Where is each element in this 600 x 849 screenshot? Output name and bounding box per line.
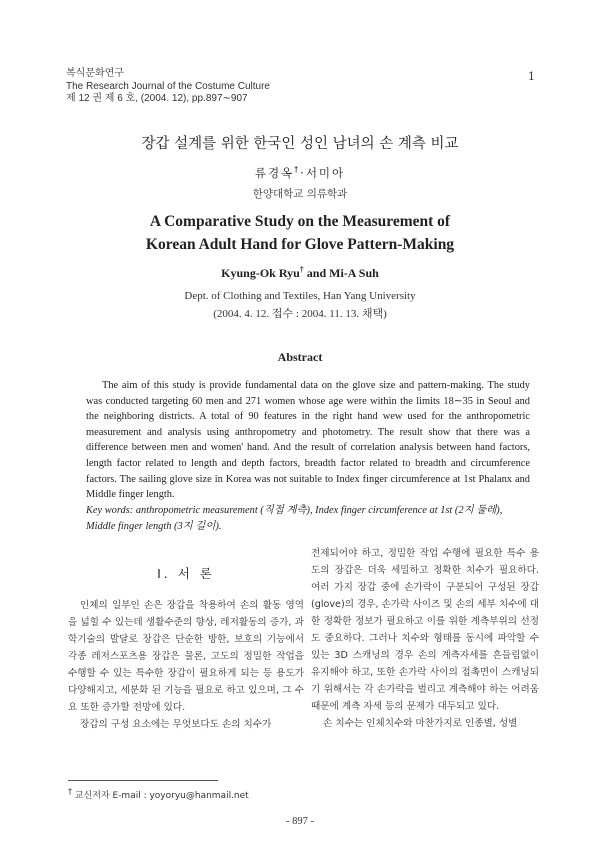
english-authors: Kyung-Ok Ryu† and Mi-A Suh bbox=[221, 265, 379, 280]
page-number-bottom: - 897 - bbox=[286, 816, 314, 827]
korean-title: 장갑 설계를 위한 한국인 성인 남녀의 손 계측 비교 bbox=[141, 136, 459, 152]
section-heading-introduction: Ⅰ. 서 론 bbox=[157, 566, 215, 581]
footnote: † 교신저자 E-mail : yoyoryu@hanmail.net bbox=[68, 787, 249, 801]
journal-issue: 제 12 권 제 6 호, (2004. 12), pp.897∼907 bbox=[66, 93, 248, 104]
paragraph: 인체의 일부인 손은 장갑을 착용하여 손의 활동 영역을 넓힐 수 있는데 생활수준의 향상, 레저활동의 증가, 과학기술의 발달로 장갑은 단순한 방한, 보호의 기능에서 각종 레저스포츠용 장갑은 물론, 고도의 정밀한 작업을 수행할 수 있는 특수한 장갑이 필요하게 되는 등 용도가 다양해지고, 세분화 된 기능을 필요로 하고 있으며, 그 수요 또한 증가할 전망에 있다. bbox=[68, 600, 304, 713]
journal-name-english: The Research Journal of the Costume Culture bbox=[66, 80, 270, 92]
footnote-divider bbox=[68, 780, 218, 781]
english-title: A Comparative Study on the Measurement of Korean Adult Hand for Glove Pattern-Making bbox=[145, 213, 455, 253]
keywords: Key words: anthropometric measurement (직접 계측), Index finger circumference at 1st (2지 둘레), Middle finger length (3지 길이). bbox=[86, 505, 503, 532]
page-number-top: 1 bbox=[528, 70, 535, 83]
english-affiliation: Dept. of Clothing and Textiles, Han Yang University bbox=[184, 290, 416, 302]
journal-name-korean: 복식문화연구 bbox=[66, 68, 124, 79]
korean-affiliation: 한양대학교 의류학과 bbox=[252, 188, 348, 200]
abstract-text: The aim of this study is provide fundamental data on the glove size and pattern-making. The study was conducted targeting 60 men and 271 women whose age were within the limits 18∼35 in Seoul and the neighboring districts. A total of 90 features in the right hand wew used for the anthropometric measurement and analysis using anthropometry and photometry. The result show that there was a difference between men and women' hand. And the result of correlation analysis between hand factors, length factor related to length and depth factors, breadth factor related to breadth and circumference factors. The sailing glove size in Korea was not suitable to Index finger circumference at 1st Phalanx and Middle finger length. bbox=[86, 380, 530, 501]
left-column bbox=[68, 597, 304, 733]
journal-header bbox=[66, 68, 270, 106]
paragraph: 손 치수는 인체치수와 마찬가지로 인종별, 성별 bbox=[323, 718, 518, 729]
korean-authors: 류경옥†·서미아 bbox=[254, 165, 346, 180]
abstract-heading: Abstract bbox=[277, 350, 323, 364]
submission-dates: (2004. 4. 12. 접수 : 2004. 11. 13. 채택) bbox=[213, 308, 387, 320]
paragraph: 전제되어야 하고, 정밀한 작업 수행에 필요한 특수 용도의 장갑은 더욱 세밀하고 정확한 치수가 필요하다. 여러 가지 장갑 중에 손가락이 구분되어 구성된 장갑(glove)의 경우, 손가락 사이즈 및 손의 세부 치수에 대한 정확한 정보가 필요하고 이를 위한 계측부위의 선정도 중요하다. 그러나 치수와 형태를 동시에 파악할 수 있는 3D 스캐닝의 경우 손의 계측자세를 흔들림없이 유지해야 하고, 또한 손가락 사이의 접촉면이 스캐닝되기 위해서는 각 손가락을 벌리고 계측해야 하는 어려움때문에 계측 자세 등의 문제가 대두되고 있다. bbox=[311, 548, 539, 712]
right-column bbox=[311, 545, 539, 732]
paragraph: 장갑의 구성 요소에는 무엇보다도 손의 치수가 bbox=[80, 719, 272, 730]
